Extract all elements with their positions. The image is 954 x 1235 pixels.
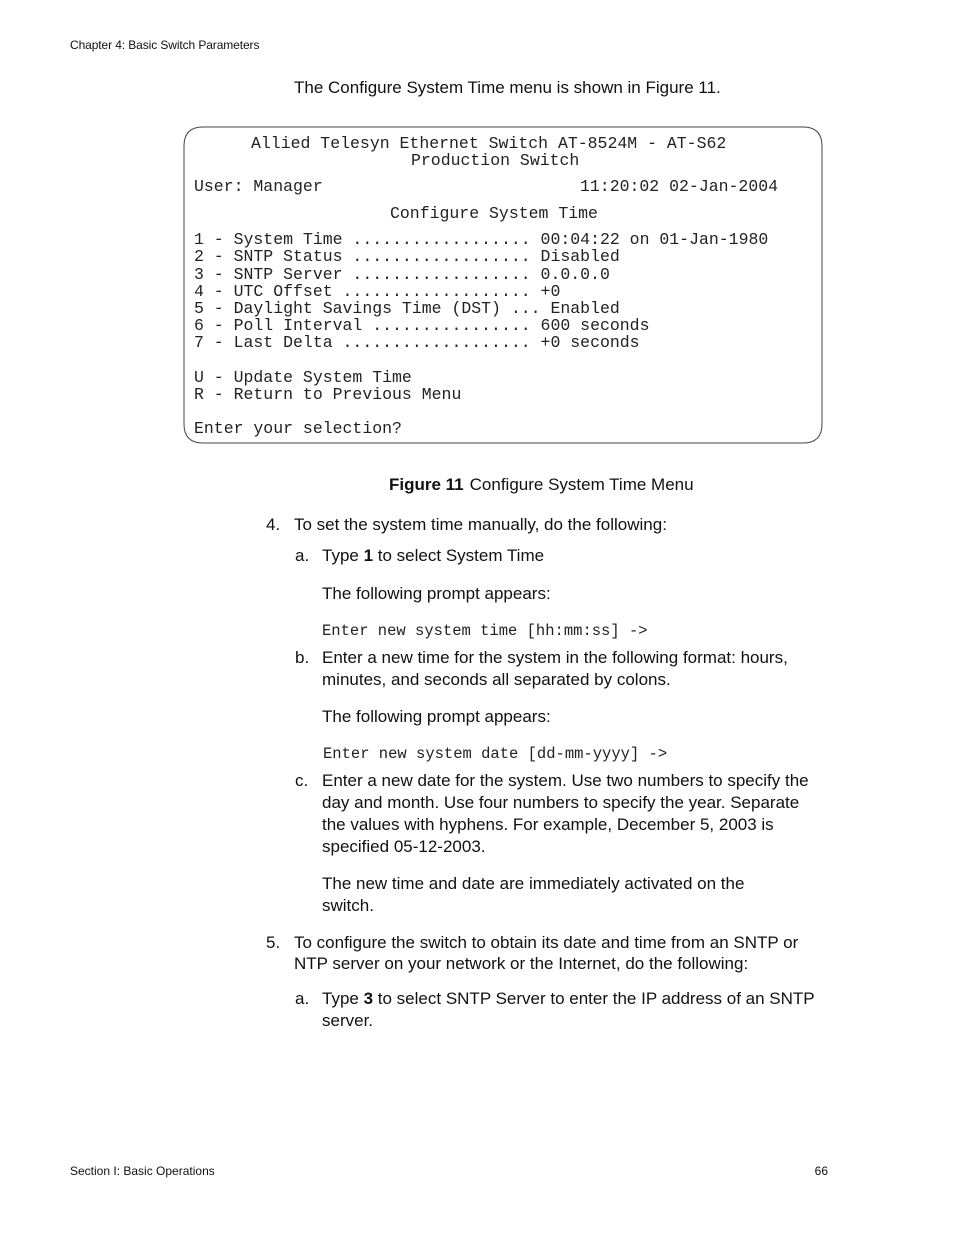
step-4c-line1: Enter a new date for the system. Use two numbers to specify the: [322, 771, 809, 790]
step-4a-text: [322, 545, 544, 567]
step-4c-letter: c.: [295, 771, 309, 790]
page-header: Chapter 4: Basic Switch Parameters: [70, 38, 260, 52]
step-5a-text: [322, 988, 815, 1010]
step-4b-prompt-label: The following prompt appears:: [322, 707, 551, 726]
step-4c-line2: day and month. Use four numbers to specify the year. Separate: [322, 793, 800, 812]
step-5-number: 5.: [266, 933, 281, 952]
menu-item-last-delta: 7 - Last Delta ................... +0 seconds: [194, 333, 640, 352]
figure-title: Configure System Time Menu: [469, 475, 694, 494]
step-4a-key: 1: [363, 546, 374, 565]
terminal-user: User: Manager: [194, 177, 323, 196]
step-4c-line3: the values with hyphens. For example, December 5, 2003 is: [322, 815, 774, 834]
terminal-datetime: 11:20:02 02-Jan-2004: [580, 177, 779, 196]
menu-item-sntp-server: 3 - SNTP Server .................. 0.0.0.0: [194, 265, 610, 284]
step-4a-prompt-label: The following prompt appears:: [322, 584, 551, 603]
terminal-screen: [183, 126, 823, 444]
page-footer-section: Section I: Basic Operations: [70, 1164, 215, 1178]
menu-item-poll-interval: 6 - Poll Interval ................ 600 seconds: [194, 316, 650, 335]
step-4a-code: Enter new system time [hh:mm:ss] ->: [322, 622, 648, 640]
step-5-line1: To configure the switch to obtain its date and time from an SNTP or: [294, 933, 799, 952]
menu-action-return: R - Return to Previous Menu: [194, 385, 462, 404]
step-5a-key: 3: [363, 989, 374, 1008]
step-5a-letter: a.: [295, 989, 310, 1008]
step-4a-letter: a.: [295, 546, 310, 565]
step-4c-note1: The new time and date are immediately activated on the: [322, 874, 745, 893]
step-4-text: To set the system time manually, do the following:: [294, 515, 667, 534]
step-4c-note2: switch.: [322, 896, 374, 915]
terminal-prompt: Enter your selection?: [194, 419, 402, 438]
step-5a-pre: Type: [322, 989, 364, 1008]
step-5a-line2: server.: [322, 1011, 374, 1030]
step-4b-code: Enter new system date [dd-mm-yyyy] ->: [323, 745, 668, 763]
page-number: 66: [814, 1164, 828, 1178]
step-4a-pre: Type: [322, 546, 364, 565]
figure-label: Figure 11: [389, 475, 464, 494]
step-4c-line4: specified 05-12-2003.: [322, 837, 486, 856]
figure-caption: [389, 475, 694, 495]
step-4b-line1: Enter a new time for the system in the following format: hours,: [322, 648, 788, 667]
step-4b-letter: b.: [295, 648, 310, 667]
menu-item-sntp-status: 2 - SNTP Status .................. Disabled: [194, 247, 620, 266]
step-4a-post: to select System Time: [373, 546, 545, 565]
step-4-number: 4.: [266, 515, 281, 534]
terminal-title-line1: Allied Telesyn Ethernet Switch AT-8524M - AT-S62: [251, 134, 727, 153]
terminal-title-line2: Production Switch: [411, 151, 580, 170]
menu-item-system-time: 1 - System Time .................. 00:04:22 on 01-Jan-1980: [194, 230, 769, 249]
menu-item-dst: 5 - Daylight Savings Time (DST) ... Enabled: [194, 299, 620, 318]
terminal-menu-title: Configure System Time: [390, 204, 598, 223]
menu-action-update: U - Update System Time: [194, 368, 412, 387]
intro-text: The Configure System Time menu is shown in Figure 11.: [294, 78, 721, 97]
step-5a-post: to select SNTP Server to enter the IP address of an SNTP: [373, 989, 815, 1008]
step-4b-line2: minutes, and seconds all separated by colons.: [322, 670, 671, 689]
menu-item-utc-offset: 4 - UTC Offset ................... +0: [194, 282, 561, 301]
step-5-line2: NTP server on your network or the Internet, do the following:: [294, 954, 749, 973]
